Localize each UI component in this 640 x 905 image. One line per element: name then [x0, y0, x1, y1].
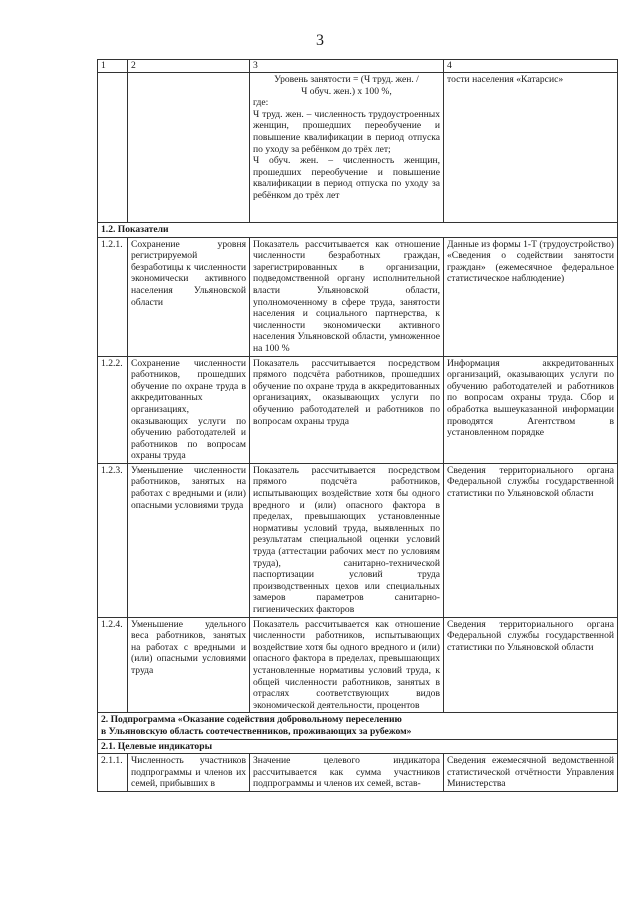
table-row [98, 463, 618, 617]
section-heading-2-1: 2.1. Целевые индикаторы [98, 739, 618, 754]
data-source: Данные из формы 1-Т (трудоустройство) «Сведения о содействии занятости граждан» (ежемесячное федеральное статистическое наблюдение) [444, 237, 618, 356]
column-header-1: 1 [98, 60, 128, 73]
table-row [98, 237, 618, 356]
table-row [98, 356, 618, 463]
data-source: Сведения ежемесячной ведомственной статистической отчётности Управления Министерства [444, 754, 618, 792]
indicator-name: Сохранение уровня регистрируемой безработицы к численности экономически активного населения Ульяновской области [128, 237, 250, 356]
formula-line-1: Уровень занятости = (Ч труд. жен. / [274, 74, 419, 85]
formula-where: где: [253, 97, 269, 109]
continuation-num-cell [98, 73, 128, 223]
column-header-4: 4 [444, 60, 618, 73]
formula-definition-2: Ч обуч. жен. – численность женщин, прошедших переобучение и повышение квалификации в период отпуска по уходу за ребёнком до трёх лет [253, 155, 440, 201]
column-header-3: 3 [250, 60, 444, 73]
subprogram-heading-row [98, 713, 618, 739]
calculation-method: Показатель рассчитывается посредством прямого подсчёта работников, испытывающих воздействие хотя бы одного вредного и (или) опасного фактора в пределах, превышающих установленные нормативы условий труда, выявленных по результатам специальной оценки условий труда (аттестации рабочих мест по условиям труда), санитарно-технической паспортизации условий труда производственных цехов или специальных замеров параметров санитарно-гигиенических факторов [250, 463, 444, 617]
column-header-2: 2 [128, 60, 250, 73]
data-source: Сведения территориального органа Федеральной службы государственной статистики по Ульяновской области [444, 617, 618, 713]
calculation-method: Значение целевого индикатора рассчитывается как сумма участников подпрограммы и членов их семей, встав- [250, 754, 444, 792]
row-number: 1.2.2. [98, 356, 128, 463]
formula-line-2: Ч обуч. жен.) x 100 %, [301, 85, 392, 97]
calculation-method: Показатель рассчитывается как отношение численности безработных граждан, зарегистрированных в организации, подведомственной органу исполнительной власти Ульяновской области, уполномоченному в сфере труда, занятости населения и социального партнерства, к численности экономически активного населения Ульяновской области, умноженное на 100 % [250, 237, 444, 356]
row-number: 1.2.3. [98, 463, 128, 617]
formula-definition-1: Ч труд. жен. – численность трудоустроенных женщин, прошедших переобучение и повышение квалификации в период отпуска по уходу за ребёнком до трёх лет; [253, 108, 440, 155]
column-header-row [98, 60, 618, 73]
section-heading-1-2: 1.2. Показатели [98, 223, 618, 238]
continuation-name-cell [128, 73, 250, 223]
section-heading-row [98, 223, 618, 238]
continuation-row [98, 73, 618, 223]
row-number: 1.2.4. [98, 617, 128, 713]
indicator-table [97, 59, 618, 792]
subprogram-2-heading-line-1: 2. Подпрограмма «Оказание содействия добровольному переселению [101, 714, 402, 726]
row-number: 1.2.1. [98, 237, 128, 356]
table-row [98, 754, 618, 792]
indicator-name: Сохранение численности работников, прошедших обучение по охране труда в аккредитованных организациях, оказывающих услуги по обучению работодателей и работников по вопросам охраны труда [128, 356, 250, 463]
calculation-method: Показатель рассчитывается как отношение численности работников, испытывающих воздействие хотя бы одного вредного и (или) опасного фактора в пределах, превышающих установленные нормативы условий труда, к общей численности работников, занятых в отраслях соответствующих видов экономической деятельности, процентов [250, 617, 444, 713]
section-heading-row [98, 739, 618, 754]
calculation-method: Показатель рассчитывается посредством прямого подсчёта работников, прошедших обучение по охране труда в аккредитованных организациях, оказывающих услуги по обучению работодателей и работников по вопросам охраны труда [250, 356, 444, 463]
data-source: Информация аккредитованных организаций, оказывающих услуги по обучению работодателей и работников по вопросам охраны труда. Сбор и обработка вышеуказанной информации проводятся Агентством в установленном порядке [444, 356, 618, 463]
continuation-method-cell [250, 73, 444, 223]
indicator-name: Уменьшение численности работников, занятых на работах с вредными и (или) опасными условиями труда [128, 463, 250, 617]
indicator-name: Уменьшение удельного веса работников, занятых на работах с вредными и (или) опасными условиями труда [128, 617, 250, 713]
data-source: Сведения территориального органа Федеральной службы государственной статистики по Ульяновской области [444, 463, 618, 617]
indicator-name: Численность участников подпрограммы и членов их семей, прибывших в [128, 754, 250, 792]
subprogram-2-heading [98, 713, 618, 739]
row-number: 2.1.1. [98, 754, 128, 792]
page-number: 3 [316, 32, 324, 49]
table-row [98, 617, 618, 713]
continuation-source-cell: тости населения «Катарсис» [444, 73, 618, 223]
subprogram-2-heading-line-2: в Ульяновскую область соотечественников, проживающих за рубежом» [101, 725, 412, 737]
